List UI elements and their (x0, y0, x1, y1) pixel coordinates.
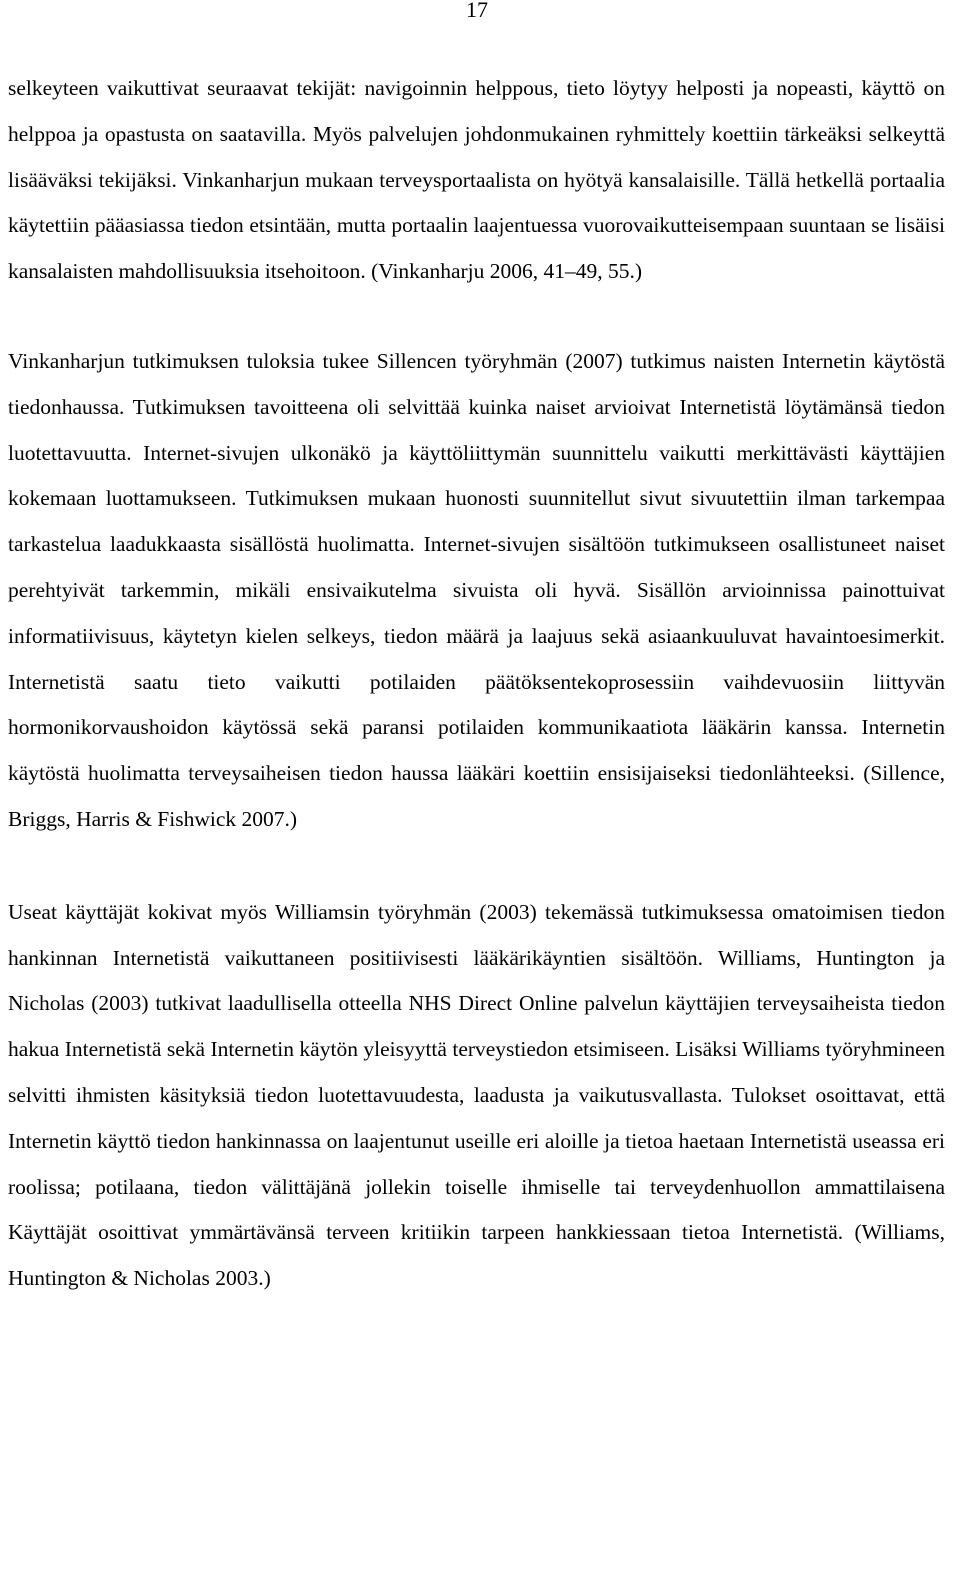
paragraph-sillence: Vinkanharjun tutkimuksen tuloksia tukee Sillencen työryhmän (2007) tutkimus naisten Internetin käytöstä tiedonhaussa. Tutkimuksen tavoitteena oli selvittää kuinka naiset arvioivat Internetistä löytämänsä tiedon luotettavuutta. Internet-sivujen ulkonäkö ja käyttöliittymän suunnittelu vaikutti merkittävästi käyttäjien kokemaan luottamukseen. Tutkimuksen mukaan huonosti suunnitellut sivut sivuutettiin ilman tarkempaa tarkastelua laadukkaasta sisällöstä huolimatta. Internet-sivujen sisältöön tutkimukseen osallistuneet naiset perehtyivät tarkemmin, mikäli ensivaikutelma sivuista oli hyvä. Sisällön arvioinnissa painottuivat informatiivisuus, käytetyn kielen selkeys, tiedon määrä ja laajuus sekä asiaankuuluvat havaintoesimerkit. Internetistä saatu tieto vaikutti potilaiden päätöksentekoprosessiin vaihdevuosiin liittyvän hormonikorvaushoidon käytössä sekä paransi potilaiden kommunikaatiota lääkärin kanssa. Internetin käytöstä huolimatta terveysaiheisen tiedon haussa lääkäri koettiin ensisijaiseksi tiedonlähteeksi. (Sillence, Briggs, Harris & Fishwick 2007.) (8, 348, 945, 831)
paragraph-williams: Useat käyttäjät kokivat myös Williamsin työryhmän (2003) tekemässä tutkimuksessa omatoimisen tiedon hankinnan Internetistä vaikuttaneen positiivisesti lääkärikäyntien sisältöön. Williams, Huntington ja Nicholas (2003) tutkivat laadullisella otteella NHS Direct Online palvelun käyttäjien terveysaiheista tiedon hakua Internetistä sekä Internetin käytön yleisyyttä terveystiedon etsimiseen. Lisäksi Williams työryhmineen selvitti ihmisten käsityksiä tiedon luotettavuudesta, laadusta ja vaikutusvallasta. Tulokset osoittavat, että Internetin käyttö tiedon hankinnassa on laajentunut useille eri aloille ja tietoa haetaan Internetistä useassa eri roolissa; potilaana, tiedon välittäjänä jollekin toiselle ihmiselle tai terveydenhuollon ammattilaisena Käyttäjät osoittivat ymmärtävänsä terveen kritiikin tarpeen hankkiessaan tietoa Internetistä. (Williams, Huntington & Nicholas 2003.) (8, 899, 945, 1291)
page-number: 17 (466, 0, 488, 22)
paragraph-vinkanharju: selkeyteen vaikuttivat seuraavat tekijät: navigoinnin helppous, tieto löytyy helposti ja nopeasti, käyttö on helppoa ja opastusta on saatavilla. Myös palvelujen johdonmukainen ryhmittely koettiin tärkeäksi selkeyttä lisääväksi tekijäksi. Vinkanharjun mukaan terveysportaalista on hyötyä kansalaisille. Tällä hetkellä portaalia käytettiin pääasiassa tiedon etsintään, mutta portaalin laajentuessa vuorovaikutteisempaan suuntaan se lisäisi kansalaisten mahdollisuuksia itsehoitoon. (Vinkanharju 2006, 41–49, 55.) (8, 76, 945, 284)
document-body (8, 66, 945, 1302)
